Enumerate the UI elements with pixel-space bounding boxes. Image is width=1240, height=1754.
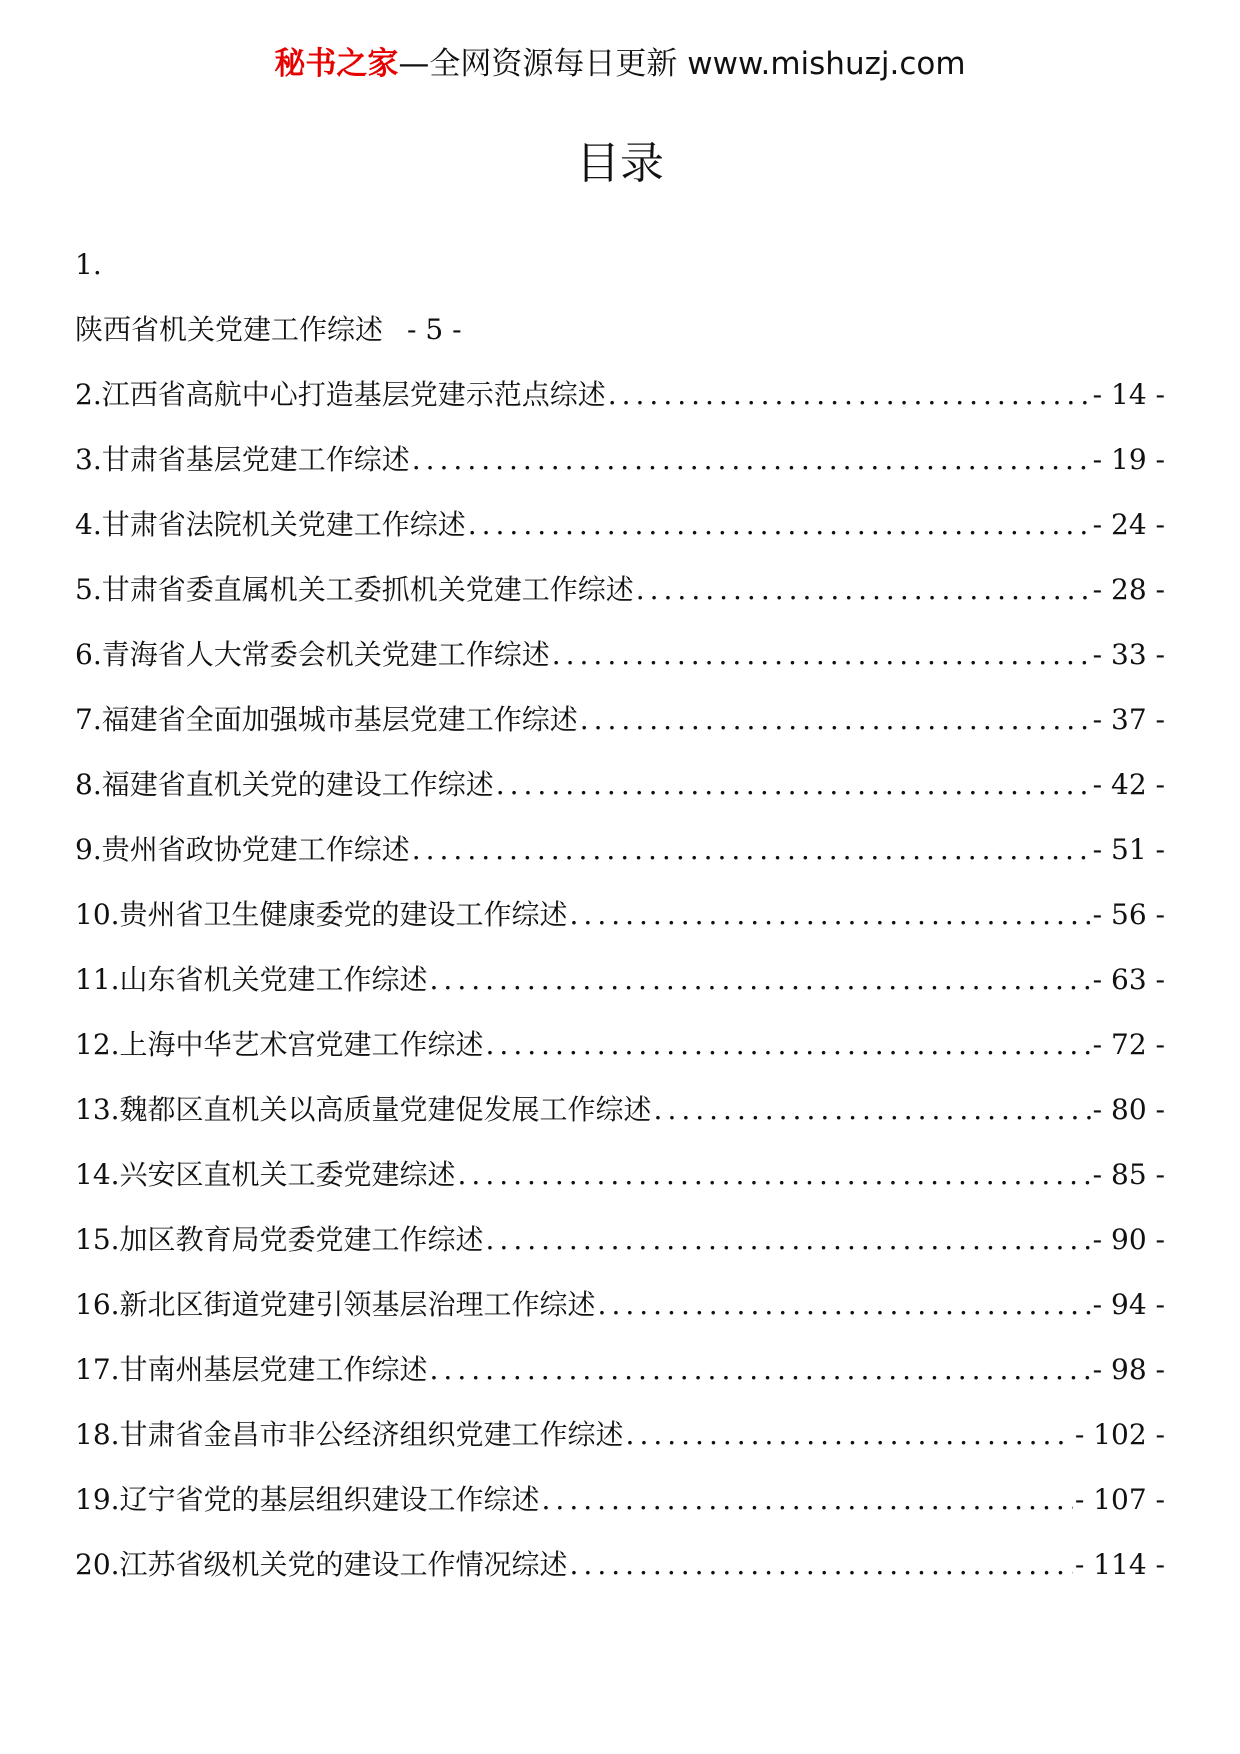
toc-item-page: - 33 - xyxy=(1092,638,1165,671)
toc-item-page: - 114 - xyxy=(1074,1548,1165,1581)
toc-leader-dots xyxy=(626,1405,1073,1465)
toc-leader-dots xyxy=(412,430,1091,490)
toc-item[interactable] xyxy=(75,430,1165,495)
toc-item[interactable] xyxy=(75,1470,1165,1535)
toc-item[interactable] xyxy=(75,885,1165,950)
toc-item-title: 20.江苏省级机关党的建设工作情况综述 xyxy=(75,1548,568,1581)
site-header xyxy=(0,44,1240,84)
toc-leader-dots xyxy=(598,1275,1091,1335)
toc-item-page: - 80 - xyxy=(1092,1093,1165,1126)
toc-item[interactable] xyxy=(75,820,1165,885)
toc-item[interactable] xyxy=(75,1275,1165,1340)
toc-leader-dots xyxy=(430,950,1091,1010)
toc-leader-dots xyxy=(542,1470,1073,1530)
toc-item-page: - 72 - xyxy=(1092,1028,1165,1061)
toc-item-page: - 63 - xyxy=(1092,963,1165,996)
toc-item[interactable] xyxy=(75,755,1165,820)
toc-item[interactable] xyxy=(75,1340,1165,1405)
toc-item-title: 3.甘肃省基层党建工作综述 xyxy=(75,443,410,476)
toc-item-page: - 98 - xyxy=(1092,1353,1165,1386)
toc-item-title: 8.福建省直机关党的建设工作综述 xyxy=(75,768,494,801)
toc-item-title: 12.上海中华艺术宫党建工作综述 xyxy=(75,1028,484,1061)
toc-item[interactable] xyxy=(75,1145,1165,1210)
toc-item[interactable] xyxy=(75,950,1165,1015)
toc-item[interactable] xyxy=(75,1535,1165,1600)
toc-item-title: 陕西省机关党建工作综述 xyxy=(75,313,384,346)
toc-item-title: 11.山东省机关党建工作综述 xyxy=(75,963,428,996)
toc-leader-dots xyxy=(458,1145,1091,1205)
toc-leader-dots xyxy=(468,495,1091,555)
toc-item-title: 18.甘肃省金昌市非公经济组织党建工作综述 xyxy=(75,1418,624,1451)
toc-item-page: - 56 - xyxy=(1092,898,1165,931)
toc-leader-dots xyxy=(608,365,1091,425)
toc-leader-dots xyxy=(486,1015,1091,1075)
toc-leader-dots xyxy=(552,625,1091,685)
toc-leader-dots xyxy=(496,755,1091,815)
toc-item-number: 1. xyxy=(75,248,102,281)
toc-item[interactable] xyxy=(75,560,1165,625)
toc-item-page: - 5 - xyxy=(407,313,462,346)
toc-item-page: - 37 - xyxy=(1092,703,1165,736)
toc-item-title: 9.贵州省政协党建工作综述 xyxy=(75,833,410,866)
toc-item-title: 17.甘南州基层党建工作综述 xyxy=(75,1353,428,1386)
header-tagline: —全网资源每日更新 www.mishuzj.com xyxy=(398,46,966,82)
toc-item[interactable] xyxy=(75,300,1165,365)
table-of-contents xyxy=(75,235,1165,1600)
toc-item-title: 15.加区教育局党委党建工作综述 xyxy=(75,1223,484,1256)
toc-item[interactable] xyxy=(75,1015,1165,1080)
toc-item-title: 5.甘肃省委直属机关工委抓机关党建工作综述 xyxy=(75,573,634,606)
brand-name: 秘书之家 xyxy=(274,46,399,82)
toc-item[interactable] xyxy=(75,1080,1165,1145)
toc-leader-dots xyxy=(430,1340,1091,1400)
toc-item-page: - 24 - xyxy=(1092,508,1165,541)
toc-item-title: 7.福建省全面加强城市基层党建工作综述 xyxy=(75,703,578,736)
toc-item-page: - 94 - xyxy=(1092,1288,1165,1321)
toc-leader-dots xyxy=(654,1080,1091,1140)
toc-item-page: - 107 - xyxy=(1074,1483,1165,1516)
toc-item[interactable] xyxy=(75,365,1165,430)
toc-leader-dots xyxy=(580,690,1091,750)
toc-leader-dots xyxy=(412,820,1091,880)
toc-item-page: - 51 - xyxy=(1092,833,1165,866)
toc-item-page: - 85 - xyxy=(1092,1158,1165,1191)
toc-item-title: 13.魏都区直机关以高质量党建促发展工作综述 xyxy=(75,1093,652,1126)
toc-item-title: 19.辽宁省党的基层组织建设工作综述 xyxy=(75,1483,540,1516)
toc-item[interactable] xyxy=(75,1210,1165,1275)
toc-item-title: 16.新北区街道党建引领基层治理工作综述 xyxy=(75,1288,596,1321)
toc-leader-dots xyxy=(570,885,1091,945)
toc-item-title: 4.甘肃省法院机关党建工作综述 xyxy=(75,508,466,541)
toc-item-title: 14.兴安区直机关工委党建综述 xyxy=(75,1158,456,1191)
toc-item-title: 6.青海省人大常委会机关党建工作综述 xyxy=(75,638,550,671)
toc-item[interactable] xyxy=(75,1405,1165,1470)
toc-leader-dots xyxy=(486,1210,1091,1270)
toc-item-page: - 42 - xyxy=(1092,768,1165,801)
toc-item-page: - 28 - xyxy=(1092,573,1165,606)
toc-item-title: 2.江西省高航中心打造基层党建示范点综述 xyxy=(75,378,606,411)
toc-leader-dots xyxy=(636,560,1091,620)
toc-item[interactable] xyxy=(75,625,1165,690)
toc-item-page: - 90 - xyxy=(1092,1223,1165,1256)
toc-item-page: - 14 - xyxy=(1092,378,1165,411)
toc-item[interactable] xyxy=(75,495,1165,560)
toc-leader-dots xyxy=(570,1535,1073,1595)
toc-item-page: - 102 - xyxy=(1074,1418,1165,1451)
toc-item-page: - 19 - xyxy=(1092,443,1165,476)
page-title: 目录 xyxy=(576,138,664,189)
toc-item[interactable] xyxy=(75,690,1165,755)
toc-item-title: 10.贵州省卫生健康委党的建设工作综述 xyxy=(75,898,568,931)
